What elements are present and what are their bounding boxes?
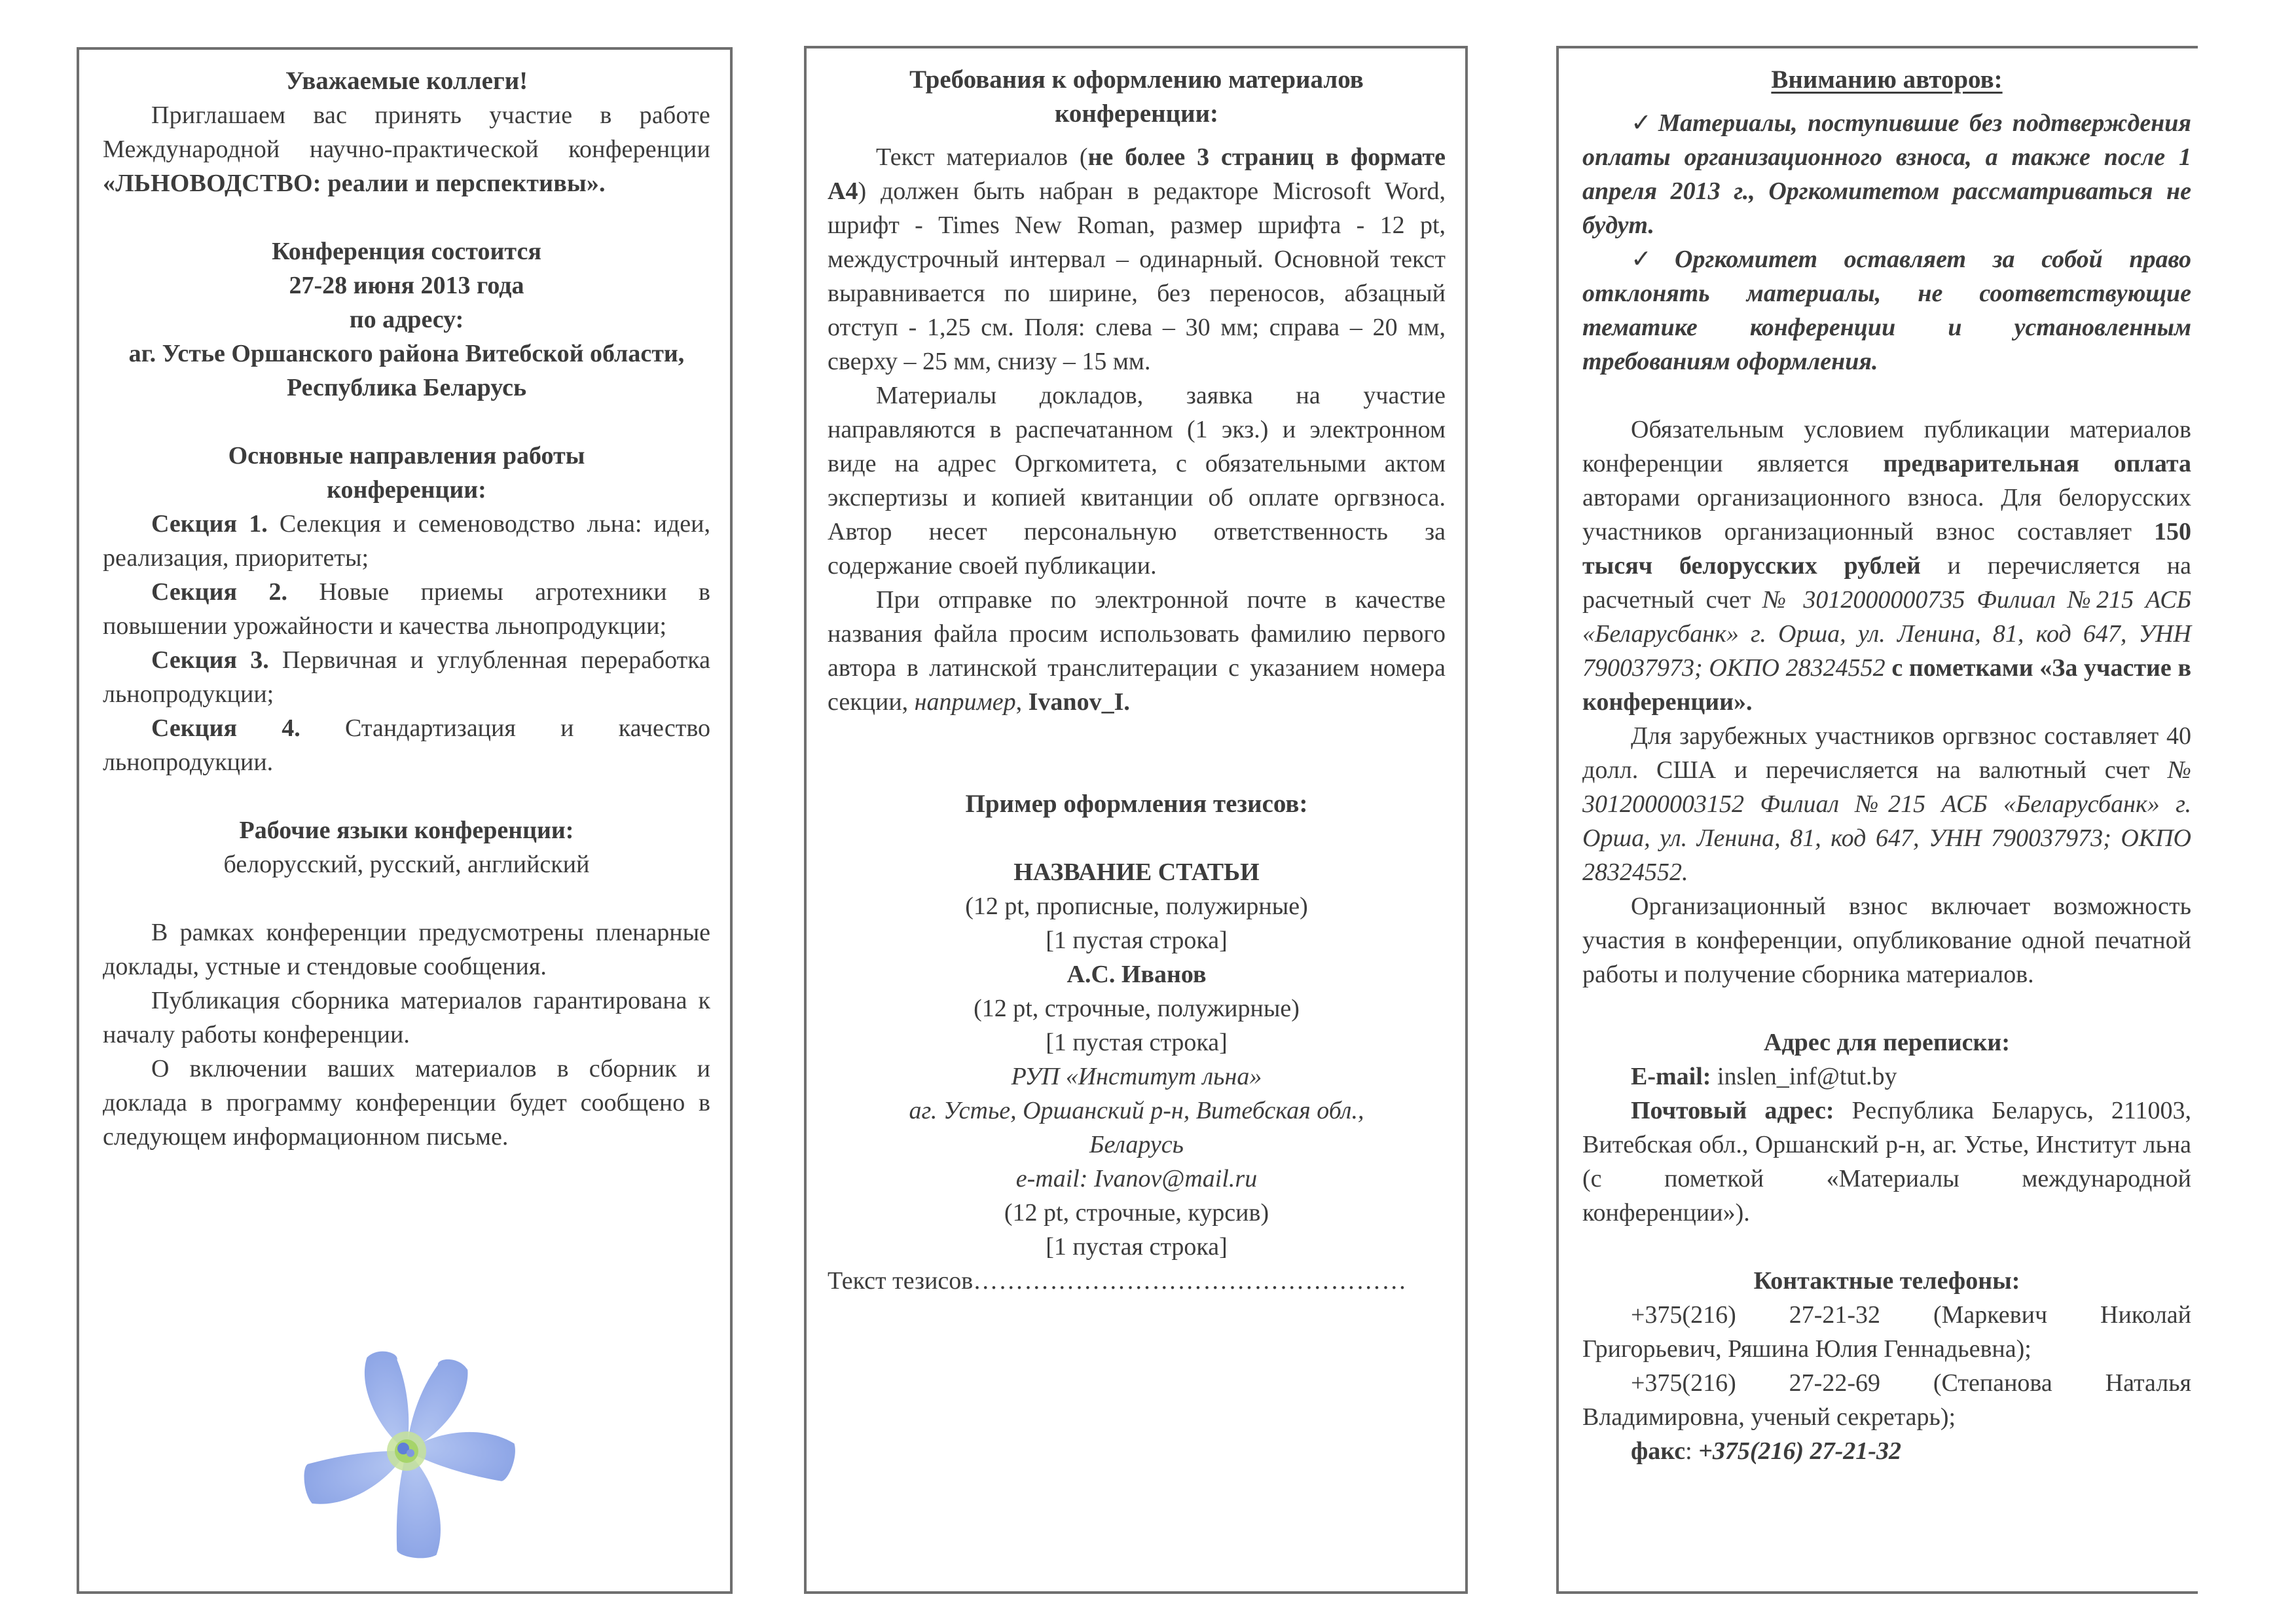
section-item <box>103 507 710 575</box>
example-body-dots: …………………………………………… <box>973 1267 1408 1295</box>
address-heading: Адрес для переписки: <box>1764 1029 2010 1056</box>
page-limit: не более 3 страниц в формате А4 <box>828 143 1446 205</box>
checkmark-icon: ✓ <box>1631 109 1656 137</box>
submission-paragraph: Материалы докладов, заявка на участие направляются в распечатанном (1 экз.) и электронном виде на адрес Оргкомитета, с обязательными актом экспертизы и копией квитанции об оплате оргвзноса. Автор несет персональную ответственность за содержание своей публикации. <box>828 382 1446 580</box>
example-blank-line: [1 пустая строка] <box>1046 1029 1228 1056</box>
invitation-text: Приглашаем вас принять участие в работе Международной научно-практической конференции <box>103 101 710 163</box>
example-blank-line: [1 пустая строка] <box>1046 927 1228 954</box>
contact-email[interactable]: inslen_inf@tut.by <box>1711 1063 1897 1090</box>
email-line <box>1582 1060 2191 1094</box>
section-text: Стандартизация и качество льнопродукции. <box>103 714 710 776</box>
panel-requirements <box>804 46 1468 1594</box>
notice-item <box>1582 106 2191 242</box>
fax-number: +375(216) 27-21-32 <box>1698 1437 1901 1465</box>
format-text: Текст материалов ( <box>876 143 1088 171</box>
notice-item <box>1582 242 2191 378</box>
requirements-heading: Требования к оформлению материалов конференции: <box>909 65 1364 128</box>
section-label: Секция 1. <box>151 510 268 538</box>
example-author-note: (12 pt, строчные, полужирные) <box>974 995 1300 1022</box>
conference-venue: аг. Устье Оршанского района Витебской области, Республика Беларусь <box>128 340 685 401</box>
checkmark-icon: ✓ <box>1631 246 1673 273</box>
example-address-line1: аг. Устье, Оршанский р-н, Витебская обл., <box>909 1097 1364 1124</box>
fee-includes-paragraph: Организационный взнос включает возможность участия в конференции, опубликование одной печатной работы и получение сборника материалов. <box>1582 893 2191 988</box>
languages-heading: Рабочие языки конференции: <box>239 817 574 844</box>
abstract-example <box>828 855 1446 1298</box>
flax-flower-image <box>276 1333 538 1569</box>
filename-example-label: например <box>914 688 1016 716</box>
filename-paragraph <box>828 583 1446 719</box>
separator: , <box>1015 688 1029 716</box>
email-label: E-mail: <box>1631 1063 1711 1090</box>
conference-address-label: по адресу: <box>349 306 464 333</box>
example-body-label: Текст тезисов <box>828 1267 974 1295</box>
phone-entry: +375(216) 27-21-32 (Маркевич Николай Григорьевич, Ряшина Юлия Геннадьевна); <box>1582 1301 2191 1363</box>
example-email: e-mail: Ivanov@mail.ru <box>1015 1165 1258 1192</box>
section-item <box>103 643 710 711</box>
section-label: Секция 4. <box>151 714 301 742</box>
postal-label: Почтовый адрес: <box>1631 1097 1834 1124</box>
fax-label: факс <box>1631 1437 1686 1465</box>
payment-paragraph <box>1582 413 2191 719</box>
directions-heading: Основные направления работы конференции: <box>228 442 585 504</box>
flower-petals <box>299 1349 518 1559</box>
format-paragraph: В рамках конференции предусмотрены пленарные доклады, устные и стендовые сообщения. <box>103 919 710 980</box>
postal-address <box>1582 1094 2191 1230</box>
notice-text: Оргкомитет оставляет за собой право отклонять материалы, не соответствующие тематике конференции и установленным требованиям оформления. <box>1582 246 2191 375</box>
example-title-note: (12 pt, прописные, полужирные) <box>965 893 1308 920</box>
example-body <box>828 1264 1446 1298</box>
payment-remark: с пометками «За участие в конференции». <box>1582 654 2191 716</box>
panel-invitation <box>77 47 733 1594</box>
foreign-bank-account: № 3012000003152 Филиал №215 АСБ «Беларусбанк» г. Орша, ул. Ленина, 81, код 647, УНН 790037973; ОКПО 28324552. <box>1582 756 2191 886</box>
separator: : <box>1685 1437 1699 1465</box>
payment-requirement: предварительная оплата <box>1883 450 2191 477</box>
section-item <box>103 575 710 643</box>
example-title: НАЗВАНИЕ СТАТЬИ <box>1013 858 1260 886</box>
notification-paragraph: О включении ваших материалов в сборник и доклада в программу конференции будет сообщено в следующем информационном письме. <box>103 1055 710 1151</box>
conference-dates: 27-28 июня 2013 года <box>289 272 524 299</box>
attention-heading <box>1582 63 2191 97</box>
foreign-fee-text: Для зарубежных участников оргвзнос составляет 40 долл. США и перечисляется на валютный счет <box>1582 722 2191 784</box>
format-requirements-paragraph <box>828 140 1446 378</box>
payment-text: Обязательным условием публикации материалов конференции является <box>1582 416 2191 477</box>
invitation-paragraph <box>103 98 710 200</box>
section-text: Селекция и семеноводство льна: идеи, реализация, приоритеты; <box>103 510 711 572</box>
section-item <box>103 711 710 779</box>
section-text: Новые приемы агротехники в повышении урожайности и качества льнопродукции; <box>103 578 711 640</box>
section-label: Секция 2. <box>151 578 287 606</box>
example-organization: РУП «Институт льна» <box>1011 1063 1262 1090</box>
languages-list: белорусский, русский, английский <box>223 851 590 878</box>
phones-heading: Контактные телефоны: <box>1753 1267 2020 1295</box>
payment-text: и перечисляется на расчетный счет <box>1582 552 2191 614</box>
attention-heading-text: Вниманию авторов: <box>1771 65 2003 94</box>
payment-text: авторами организационного взноса. Для белорусских участников организационный взнос составляет <box>1582 484 2191 545</box>
section-text: Первичная и углубленная переработка льнопродукции; <box>103 646 710 708</box>
example-address-line2: Беларусь <box>1089 1131 1184 1158</box>
fax-line <box>1582 1434 2191 1468</box>
fee-amount: 150 тысяч белорусских рублей <box>1582 518 2191 580</box>
greeting-heading: Уважаемые коллеги! <box>285 67 528 95</box>
panel-authors-info <box>1556 46 2198 1594</box>
example-heading: Пример оформления тезисов: <box>965 790 1308 818</box>
conference-when-heading: Конференция состоится <box>272 238 541 265</box>
example-blank-line: [1 пустая строка] <box>1046 1233 1228 1261</box>
publication-paragraph: Публикация сборника материалов гарантирована к началу работы конференции. <box>103 987 710 1048</box>
format-text-rest: ) должен быть набран в редакторе Microsoft Word, шрифт - Times New Roman, размер шрифта - 12 pt, междустрочный интервал – одинарный. Основной текст выравнивается по ширине, без переносов, абзацный отступ - 1,25 см. Поля: слева – 30 мм; справа – 20 мм, сверху – 25 мм, снизу – 15 мм. <box>828 177 1446 375</box>
section-label: Секция 3. <box>151 646 269 674</box>
example-author: А.С. Иванов <box>1066 961 1207 988</box>
example-org-note: (12 pt, строчные, курсив) <box>1004 1199 1269 1227</box>
bank-account: № 3012000000735 Филиал №215 АСБ «Беларусбанк» г. Орша, ул. Ленина, 81, код 647, УНН 790037973; ОКПО 28324552 <box>1582 586 2191 682</box>
foreign-fee-paragraph <box>1582 719 2191 889</box>
phone-entry: +375(216) 27-22-69 (Степанова Наталья Владимировна, ученый секретарь); <box>1582 1369 2191 1431</box>
conference-title: «ЛЬНОВОДСТВО: реалии и перспективы». <box>103 170 606 197</box>
filename-text: При отправке по электронной почте в качестве названия файла просим использовать фамилию первого автора в латинской транслитерации с указанием номера секции, <box>828 586 1446 716</box>
postal-text: Республика Беларусь, 211003, Витебская обл., Оршанский р-н, аг. Устье, Институт льна (с пометкой «Материалы международной конференции»). <box>1582 1097 2192 1227</box>
notice-text: Материалы, поступившие без подтверждения оплаты организационного взноса, а также после 1 апреля 2013 г., Оргкомитетом рассматриваться не будут. <box>1582 109 2191 239</box>
filename-example: Ivanov_I. <box>1028 688 1130 716</box>
